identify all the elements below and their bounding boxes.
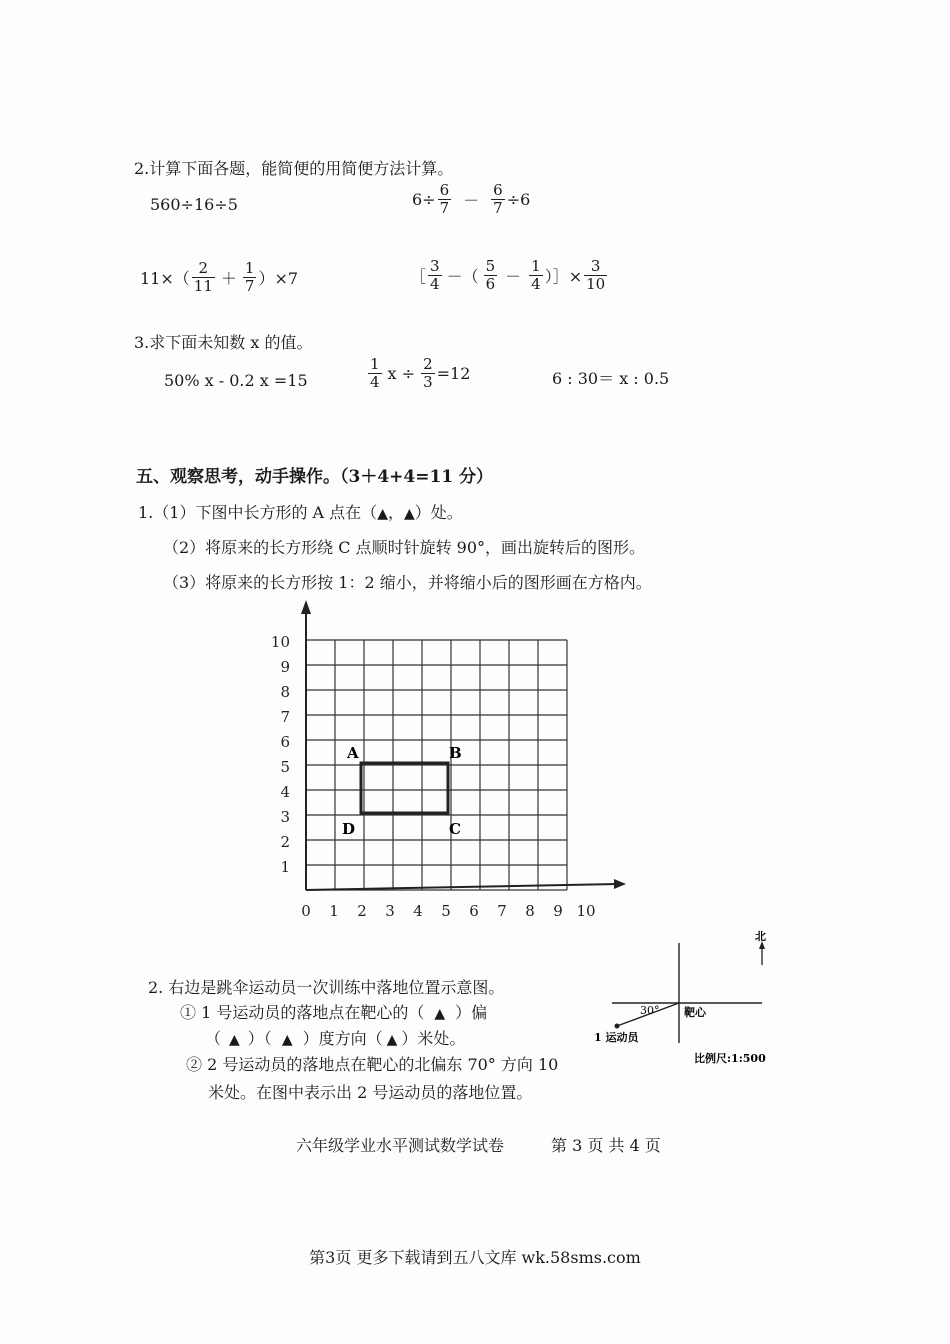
x-tick-label: 6 (469, 902, 479, 920)
q2-expr-4: ［ $\frac{3}{4}$ －（ $\frac{5}{6}$ － $\frac{1}{4}$ ）］× $\frac{3}{10}$ (410, 257, 606, 293)
y-tick-label: 7 (280, 708, 290, 726)
coordinate-grid (250, 596, 640, 926)
blank-triangle: ▲ (434, 1006, 446, 1022)
sec5-q1-line2: （2）将原来的长方形绕 C 点顺时针旋转 90°，画出旋转后的图形。 (163, 538, 646, 557)
exam-title-footer: 六年级学业水平测试数学试卷 (296, 1136, 505, 1155)
blank-triangle: ▲ (377, 506, 388, 522)
y-tick-label: 9 (280, 658, 290, 676)
x-tick-label: 10 (576, 902, 596, 920)
blank-triangle: ▲ (281, 1032, 293, 1048)
q3-expr-3: 6 : 30＝ x : 0.5 (552, 369, 670, 388)
point-d-label: D (342, 820, 356, 838)
q2-expr-3: 11×（ $\frac{2}{11}$ ＋ $\frac{1}{7}$ ）×7 (140, 259, 299, 295)
x-tick-label: 5 (441, 902, 451, 920)
x-tick-label: 3 (385, 902, 395, 920)
y-tick-labels (271, 633, 290, 876)
x-axis-arrow (614, 879, 626, 889)
q3-expr-1: 50% x - 0.2 x =15 (164, 371, 308, 390)
x-tick-label: 0 (301, 902, 311, 920)
x-tick-label: 7 (497, 902, 507, 920)
x-tick-label: 4 (413, 902, 423, 920)
page-indicator: 第 3 页 共 4 页 (551, 1136, 661, 1155)
sec5-q1-line3: （3）将原来的长方形按 1：2 缩小，并将缩小后的图形画在方格内。 (163, 573, 652, 592)
q3-heading: 3.求下面未知数 x 的值。 (134, 333, 313, 352)
y-axis-arrow (301, 600, 311, 614)
landing-diagram (590, 925, 790, 1070)
parachute-q-line3: （ ▲ ）（ ▲ ）度方向（ ▲ ）米处。 (205, 1029, 466, 1048)
center-label: 靶心 (684, 1006, 706, 1019)
scale-label: 比例尺:1:500 (694, 1052, 766, 1065)
y-tick-label: 3 (280, 808, 290, 826)
point-a-label: A (347, 744, 359, 762)
parachute-q-line5: 米处。在图中表示出 2 号运动员的落地位置。 (208, 1083, 533, 1102)
y-tick-label: 5 (280, 758, 290, 776)
x-axis (306, 884, 618, 890)
athlete-1-point (615, 1024, 620, 1029)
rectangle-abcd (361, 763, 448, 813)
q2-expr-1: 560÷16÷5 (150, 195, 238, 214)
q2-expr-2: 6÷ $\frac{6}{7}$ － $\frac{6}{7}$ ÷6 (412, 181, 531, 217)
y-tick-label: 8 (280, 683, 290, 701)
angle-label: 30° (640, 1004, 660, 1017)
blank-triangle: ▲ (229, 1032, 240, 1048)
q3-expr-2: $\frac{1}{4}$ x ÷ $\frac{2}{3}$ =12 (370, 355, 471, 391)
blank-triangle: ▲ (386, 1032, 398, 1048)
point-b-label: B (449, 744, 462, 762)
parachute-q-line4: ② 2 号运动员的落地点在靶心的北偏东 70° 方向 10 (186, 1055, 559, 1074)
download-footer: 第3页 更多下载请到五八文库 wk.58sms.com (309, 1248, 641, 1267)
x-tick-labels (301, 902, 595, 920)
y-tick-label: 4 (280, 783, 290, 801)
y-tick-label: 10 (270, 633, 290, 651)
y-tick-label: 1 (280, 858, 290, 876)
x-tick-label: 1 (329, 902, 339, 920)
sec5-q1-line1: 1.（1）下图中长方形的 A 点在（▲，▲）处。 (138, 503, 463, 522)
parachute-q-line1: 2. 右边是跳伞运动员一次训练中落地位置示意图。 (148, 978, 505, 997)
blank-triangle: ▲ (403, 506, 415, 522)
point-c-label: C (449, 820, 461, 838)
y-tick-label: 2 (280, 833, 290, 851)
grid-lines (306, 640, 567, 890)
parachute-q-line2: ① 1 号运动员的落地点在靶心的（ ▲ ）偏 (180, 1003, 488, 1022)
x-tick-label: 2 (357, 902, 367, 920)
athlete-label: 1 运动员 (594, 1031, 639, 1044)
north-label: 北 (755, 930, 766, 943)
x-tick-label: 8 (525, 902, 535, 920)
q2-heading: 2.计算下面各题，能简便的用简便方法计算。 (134, 159, 454, 178)
y-tick-label: 6 (280, 733, 290, 751)
section-5-title: 五、观察思考，动手操作。（3＋4+4=11 分） (136, 467, 494, 487)
x-tick-label: 9 (553, 902, 563, 920)
